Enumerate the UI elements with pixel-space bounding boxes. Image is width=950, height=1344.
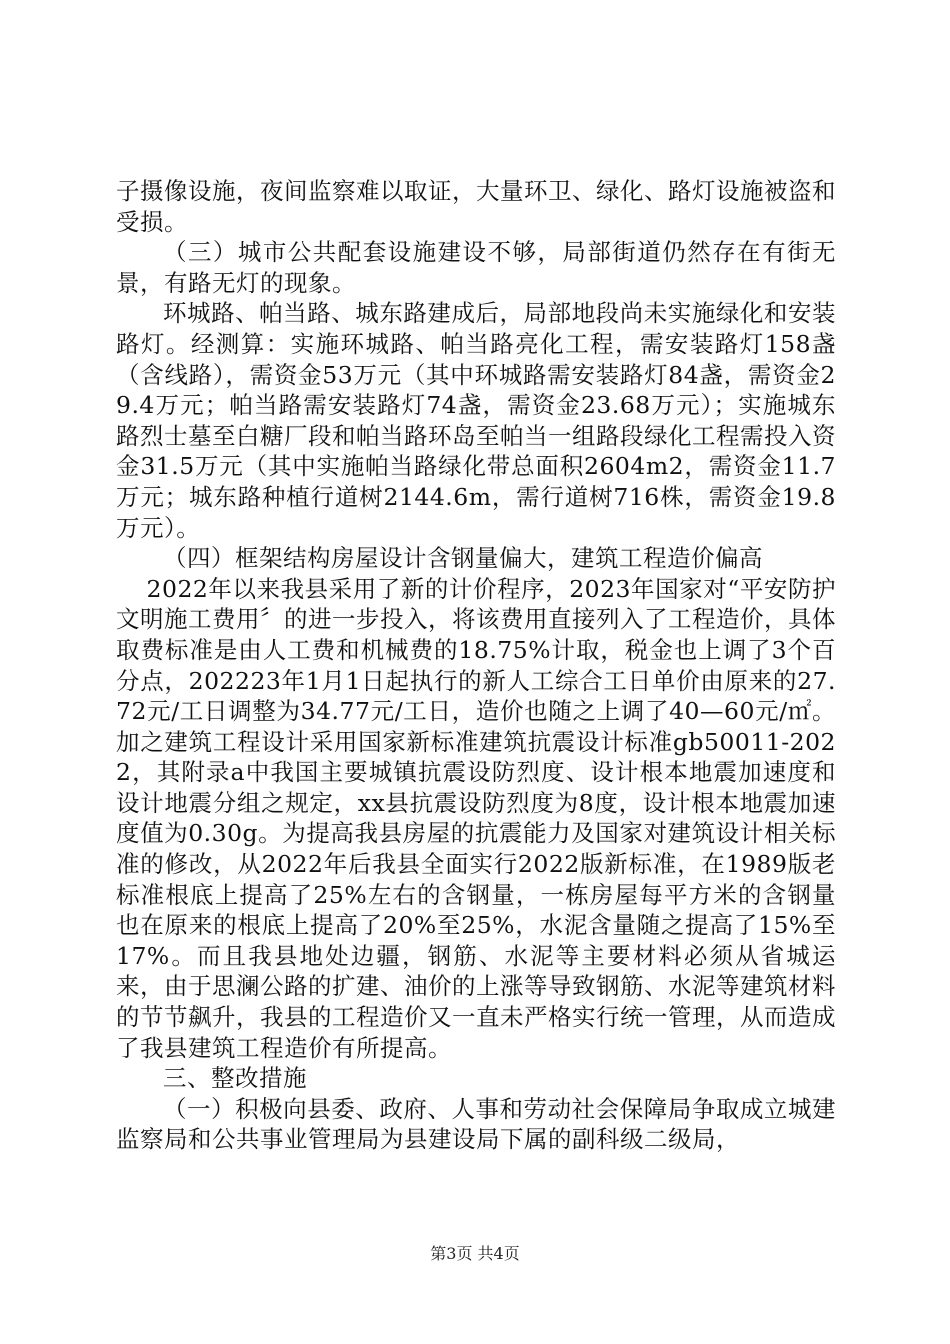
paragraph-7: （一）积极向县委、政府、人事和劳动社会保障局争取成立城建监察局和公共事业管理局为县建设局下属的副科级二级局， [116, 1094, 836, 1154]
document-body [116, 176, 836, 1155]
paragraph-2-heading-3: （三）城市公共配套设施建设不够，局部街道仍然存在有街无景，有路无灯的现象。 [116, 238, 836, 297]
paragraph-3: 环城路、帕当路、城东路建成后，局部地段尚未实施绿化和安装路灯。经测算：实施环城路、帕当路亮化工程，需安装路灯158盏（含线路），需资金53万元（其中环城路需安装路灯84盏，需资金29.4万元；帕当路需安装路灯74盏，需资金23.68万元）；实施城东路烈士墓至白糖厂段和帕当路环岛至帕当一组路段绿化工程需投入资金31.5万元（其中实施帕当路绿化带总面积2604m2，需资金11.7万元；城东路种植行道树2144.6m，需行道树716株，需资金19.8万元）。 [116, 299, 836, 542]
paragraph-4-heading-4: （四）框架结构房屋设计含钢量偏大，建筑工程造价偏高 [163, 544, 763, 573]
paragraph-5: 2022年以来我县采用了新的计价程序，2023年国家对“平安防护文明施工费用〞的进一步投入，将该费用直接列入了工程造价，具体取费标准是由人工费和机械费的18.75%计取，税金也上调了3个百分点，202223年1月1日起执行的新人工综合工日单价由原来的27.72元/工日调整为34.77元/工日，造价也随之上调了40—60元/㎡。加之建筑工程设计采用国家新标准建筑抗震设计标准gb50011-2022，其附录a中我国主要城镇抗震设防烈度、设计根本地震加速度和设计地震分组之规定，xx县抗震设防烈度为8度，设计根本地震加速度值为0.30g。为提高我县房屋的抗震能力及国家对建筑设计相关标准的修改，从2022年后我县全面实行2022版新标准，在1989版老标准根底上提高了25%左右的含钢量，一栋房屋每平方米的含钢量也在原来的根底上提高了20%至25%，水泥含量随之提高了15%至17%。而且我县地处边疆，钢筋、水泥等主要材料必须从省城运来，由于思澜公路的扩建、油价的上涨等导致钢筋、水泥等建筑材料的节节飙升，我县的工程造价又一直未严格实行统一管理，从而造成了我县建筑工程造价有所提高。 [116, 574, 836, 1062]
section-heading-3: 三、整改措施 [163, 1064, 307, 1093]
page-footer [0, 1244, 950, 1264]
page-number-label: 第3页 共4页 [430, 1244, 520, 1263]
paragraph-1: 子摄像设施，夜间监察难以取证，大量环卫、绿化、路灯设施被盗和受损。 [116, 177, 836, 236]
